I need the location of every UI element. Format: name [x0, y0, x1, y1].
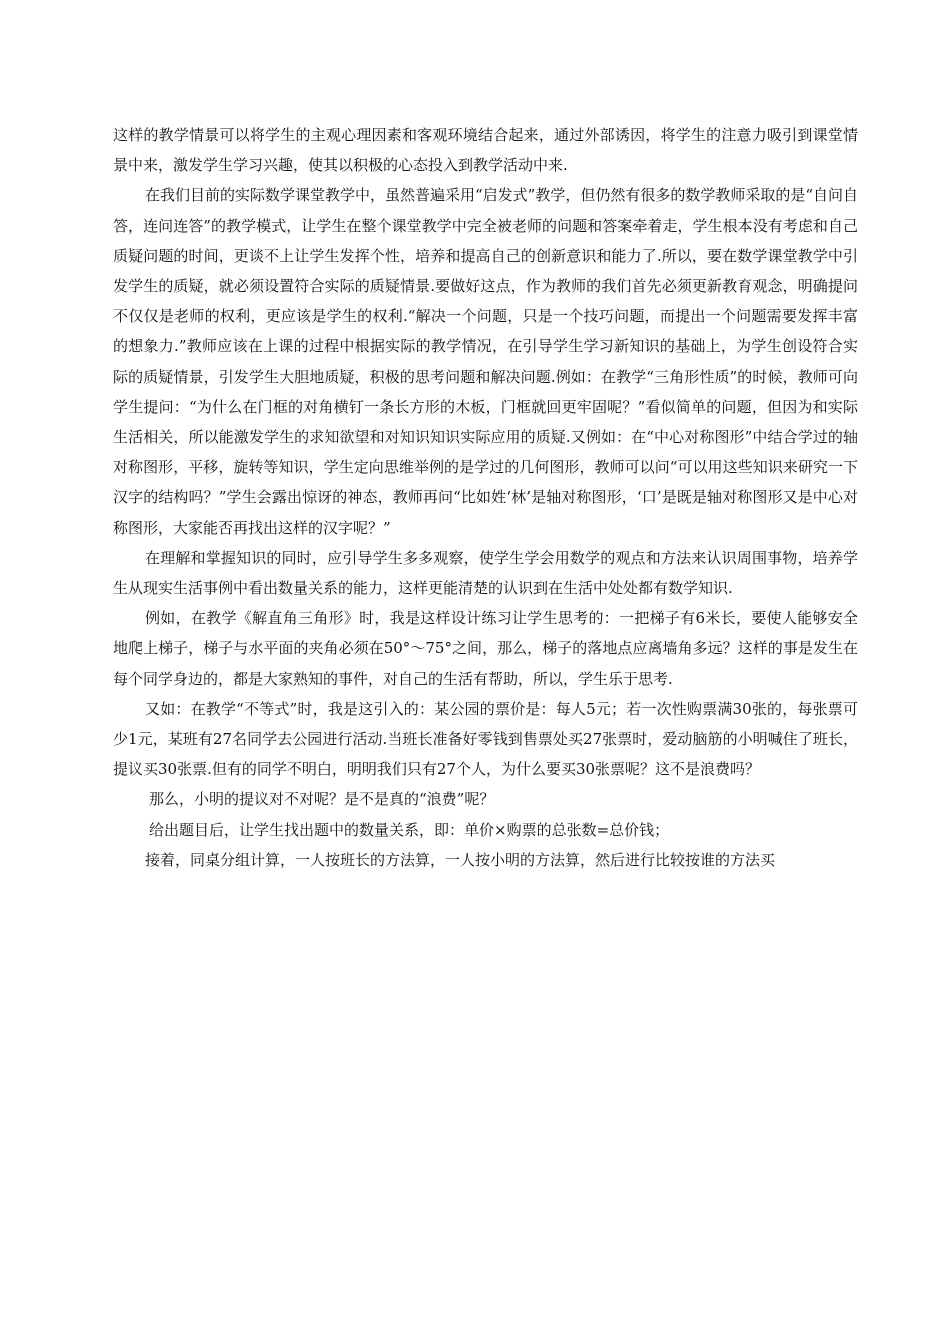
paragraph: 例如，在教学《解直角三角形》时，我是这样设计练习让学生思考的：一把梯子有6米长，要使人能够安全地爬上梯子，梯子与水平面的夹角必须在50°～75°之间，那么，梯子的落地点应离墙角多远？这样的事是发生在每个同学身边的，都是大家熟知的事件，对自己的生活有帮助，所以，学生乐于思考.: [113, 609, 858, 688]
document-body: [113, 120, 858, 875]
paragraph: 那么，小明的提议对不对呢？是不是真的“浪费”呢？: [149, 790, 495, 809]
paragraph: 接着，同桌分组计算，一人按班长的方法算，一人按小明的方法算，然后进行比较按谁的方法买: [145, 850, 776, 869]
paragraph-continuation: 这样的教学情景可以将学生的主观心理因素和客观环境结合起来，通过外部诱因，将学生的注意力吸引到课堂情景中来，激发学生学习兴趣，使其以积极的心态投入到教学活动中来.: [113, 126, 858, 175]
paragraph: 在我们目前的实际数学课堂教学中，虽然普遍采用“启发式”教学，但仍然有很多的数学教师采取的是“自问自答，连问连答”的教学模式，让学生在整个课堂教学中完全被老师的问题和答案牵着走，学生根本没有考虑和自己质疑问题的时间，更谈不上让学生发挥个性，培养和提高自己的创新意识和能力了.所以，要在数学课堂教学中引发学生的质疑，就必须设置符合实际的质疑情景.要做好这点，作为教师的我们首先必须更新教育观念，明确提问不仅仅是老师的权利，更应该是学生的权利.“解决一个问题，只是一个技巧问题，而提出一个问题需要发挥丰富的想象力.”教师应该在上课的过程中根据实际的教学情况，在引导学生学习新知识的基础上，为学生创设符合实际的质疑情景，引发学生大胆地质疑，积极的思考问题和解决问题.例如：在教学“三角形性质”的时候，教师可向学生提问：“为什么在门框的对角横钉一条长方形的木板，门框就回更牢固呢？”看似简单的问题，但因为和实际生活相关，所以能激发学生的求知欲望和对知识知识实际应用的质疑.又例如：在“中心对称图形”中结合学过的轴对称图形，平移，旋转等知识，学生定向思维举例的是学过的几何图形，教师可以问“可以用这些知识来研究一下汉字的结构吗？”学生会露出惊讶的神态，教师再问“比如姓‘林’是轴对称图形，‘口’是既是轴对称图形又是中心对称图形，大家能否再找出这样的汉字呢？”: [113, 186, 859, 537]
paragraph: 又如：在教学“不等式”时，我是这引入的：某公园的票价是：每人5元；若一次性购票满30张的，每张票可少1元，某班有27名同学去公园进行活动.当班长准备好零钱到售票处买27张票时，爱动脑筋的小明喊住了班长，提议买30张票.但有的同学不明白，明明我们只有27个人，为什么要买30张票呢？这不是浪费吗？: [113, 699, 858, 779]
paragraph: 在理解和掌握知识的同时，应引导学生多多观察，使学生学会用数学的观点和方法来认识周围事物，培养学生从现实生活事例中看出数量关系的能力，这样更能清楚的认识到在生活中处处都有数学知识.: [113, 548, 858, 598]
paragraph: 给出题目后，让学生找出题中的数量关系，即：单价×购票的总张数=总价钱；: [149, 820, 670, 839]
